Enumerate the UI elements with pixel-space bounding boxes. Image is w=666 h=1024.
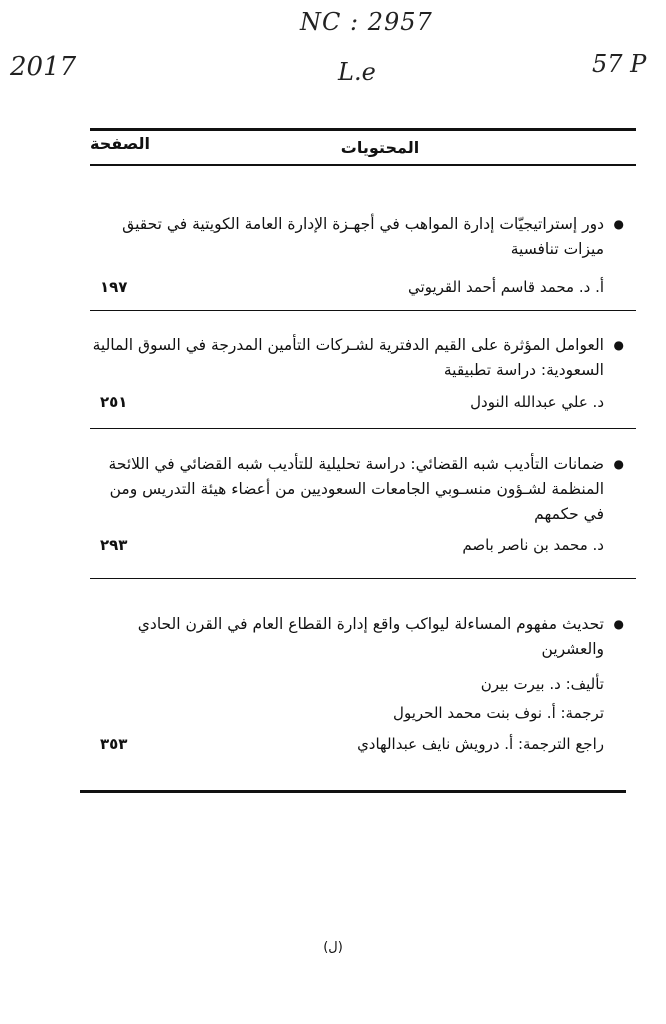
class-mark-annotation: 57 P xyxy=(592,50,647,78)
toc-entry-translator: ترجمة: أ. نوف بنت محمد الحريول xyxy=(393,704,604,722)
bullet-icon: ● xyxy=(613,338,624,352)
bottom-rule-thick xyxy=(80,790,626,793)
toc-entry-title: ● دور إستراتيجيّات إدارة المواهب في أجهـزة الإدارة العامة الكويتية في تحقيق ميزات تنافسية xyxy=(90,212,626,262)
toc-entry-author-row xyxy=(90,533,626,558)
toc-entry-4 xyxy=(90,612,626,757)
page-column-label: الصفحة xyxy=(90,134,151,153)
bullet-icon: ● xyxy=(613,457,624,471)
page-title: المحتويات xyxy=(340,138,420,157)
toc-entry-author-row xyxy=(90,390,626,415)
bullet-icon: ● xyxy=(613,617,624,631)
toc-entry-author: د. محمد بن ناصر باصم xyxy=(462,536,604,554)
code-annotation: L.e xyxy=(338,58,376,86)
entry-divider xyxy=(90,578,636,579)
toc-entry-reviewer: راجع الترجمة: أ. درويش نايف عبدالهادي xyxy=(357,735,604,753)
toc-entry-author-row xyxy=(90,275,626,300)
bullet-icon: ● xyxy=(613,217,624,231)
toc-entry-page: ١٩٧ xyxy=(100,278,128,296)
toc-entry-page: ٢٩٣ xyxy=(100,536,128,554)
toc-entry-page: ٣٥٣ xyxy=(100,735,128,753)
toc-entry-title: ● تحديث مفهوم المساءلة ليواكب واقع إدارة القطاع العام في القرن الحادي والعشرين xyxy=(90,612,626,662)
toc-entry-title: ● ضمانات التأديب شبه القضائي: دراسة تحليلية للتأديب شبه القضائي في اللائحة المنظمة لشـؤون منسـوبي الجامعات السعوديين من أعضاء هيئة التدريس ومن في حكمهم xyxy=(90,452,626,527)
toc-entry-2 xyxy=(90,333,626,415)
entry-divider xyxy=(90,310,636,311)
toc-entry-author: د. علي عبدالله النودل xyxy=(470,393,604,411)
toc-entry-page: ٢٥١ xyxy=(100,393,128,411)
year-annotation: 2017 xyxy=(10,52,77,82)
toc-entry-3 xyxy=(90,452,626,558)
entry-divider xyxy=(90,428,636,429)
toc-entry-1 xyxy=(90,212,626,300)
nc-number-annotation: NC : 2957 xyxy=(300,8,433,36)
header-rule xyxy=(90,164,636,166)
top-rule-thick xyxy=(90,128,636,131)
toc-entry-author: تأليف: د. بيرت بيرن xyxy=(480,675,604,693)
toc-entry-reviewer-row xyxy=(90,732,626,757)
toc-entry-author: أ. د. محمد قاسم أحمد القريوتي xyxy=(408,278,604,296)
toc-entry-title: ● العوامل المؤثرة على القيم الدفترية لشـركات التأمين المدرجة في السوق المالية السعودية: دراسة تطبيقية xyxy=(90,333,626,383)
page-folio: (ل) xyxy=(323,940,343,955)
